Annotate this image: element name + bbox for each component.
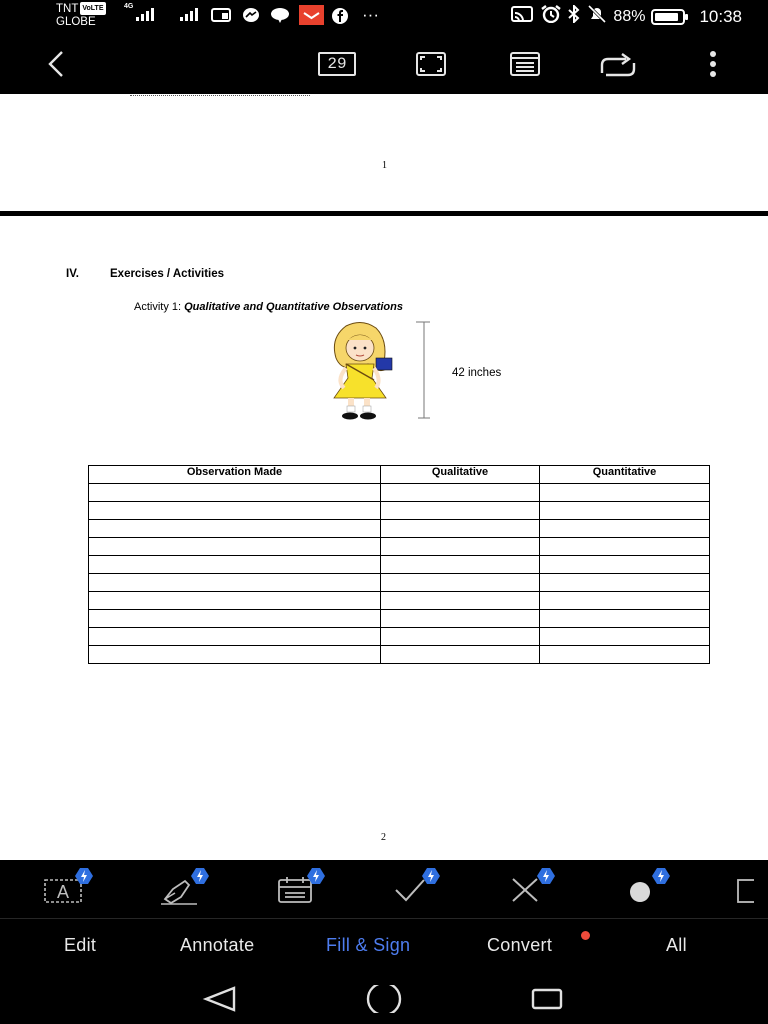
system-nav-bar: [0, 975, 768, 1024]
fullscreen-button[interactable]: [411, 44, 451, 84]
mail-notification-icon: [299, 5, 324, 30]
cast-screen-icon: [211, 7, 233, 28]
cross-tool[interactable]: [505, 872, 545, 908]
premium-badge-icon: [422, 868, 440, 884]
section-title: Exercises / Activities: [110, 268, 225, 280]
table-cell: [89, 484, 381, 502]
fullscreen-icon: [415, 51, 447, 77]
table-row: [89, 574, 710, 592]
battery-icon: [651, 9, 685, 25]
table-cell: [89, 628, 381, 646]
column-qualitative: Qualitative: [381, 466, 540, 484]
alarm-icon: [541, 5, 561, 28]
tool-strip: [0, 860, 768, 918]
share-button[interactable]: [598, 44, 638, 84]
status-bar: [0, 0, 768, 34]
share-icon: [598, 51, 638, 77]
tab-all[interactable]: All: [666, 935, 687, 955]
nav-home-button[interactable]: [364, 985, 404, 1013]
table-cell: [381, 484, 540, 502]
table-cell: [89, 538, 381, 556]
height-measurement: 42 inches: [452, 367, 502, 379]
table-cell: [381, 502, 540, 520]
tab-convert[interactable]: Convert: [487, 935, 553, 955]
table-cell: [540, 520, 710, 538]
table-cell: [89, 520, 381, 538]
carrier-name-1: TNT: [56, 3, 79, 15]
table-cell: [89, 610, 381, 628]
table-row: [89, 646, 710, 664]
signal-2-icon: [176, 6, 206, 22]
section-heading: [66, 268, 224, 280]
table-row: [89, 484, 710, 502]
page-count-button[interactable]: [317, 44, 357, 84]
activity-name: Qualitative and Quantitative Observations: [184, 301, 403, 313]
table-cell: [540, 538, 710, 556]
dot-tool[interactable]: [620, 872, 660, 908]
more-options-button[interactable]: [693, 44, 733, 84]
tab-fill-sign[interactable]: Fill & Sign: [326, 935, 411, 955]
back-button[interactable]: [36, 44, 76, 84]
table-cell: [89, 502, 381, 520]
cast-icon: [511, 5, 535, 28]
section-number: IV.: [66, 268, 80, 280]
edit-text-tool[interactable]: [43, 872, 83, 908]
more-vert-icon: [708, 50, 718, 78]
muted-bell-icon: [587, 5, 607, 28]
table-row: [89, 628, 710, 646]
more-notifications: ···: [362, 5, 379, 24]
page-1: [0, 94, 768, 211]
signal-icon: [124, 6, 160, 22]
activity-prefix: Activity 1:: [134, 301, 185, 313]
table-row: [89, 556, 710, 574]
date-tool[interactable]: [275, 872, 315, 908]
column-observation: Observation Made: [89, 466, 381, 484]
premium-badge-icon: [537, 868, 555, 884]
tab-edit[interactable]: Edit: [64, 935, 97, 955]
nav-home-icon: [365, 985, 403, 1013]
table-cell: [381, 556, 540, 574]
nav-back-icon: [202, 986, 236, 1012]
carrier-info: [56, 2, 106, 29]
table-cell: [89, 556, 381, 574]
table-cell: [89, 574, 381, 592]
page-1-number: 1: [382, 160, 387, 171]
messenger-icon: [242, 7, 260, 28]
reading-mode-button[interactable]: [505, 44, 545, 84]
table-cell: [89, 592, 381, 610]
volte-badge: VoLTE: [80, 2, 105, 15]
pdf-document-view[interactable]: [0, 94, 768, 860]
nav-back-button[interactable]: [199, 985, 239, 1013]
top-toolbar: [0, 34, 768, 94]
facebook-icon: [331, 7, 349, 30]
table-row: [89, 592, 710, 610]
table-cell: [540, 646, 710, 664]
table-row: [89, 502, 710, 520]
previous-text-fragment: [130, 94, 310, 96]
premium-badge-icon: [75, 868, 93, 884]
table-cell: [381, 628, 540, 646]
premium-badge-icon: [307, 868, 325, 884]
network-type: 4G: [124, 3, 134, 10]
square-icon: [734, 876, 754, 904]
table-cell: [381, 520, 540, 538]
table-cell: [540, 592, 710, 610]
table-cell: [381, 610, 540, 628]
page-number-badge: 29: [318, 52, 356, 76]
status-right: [511, 5, 742, 28]
premium-badge-icon: [652, 868, 670, 884]
convert-notification-dot: [581, 931, 590, 940]
table-row: [89, 610, 710, 628]
table-cell: [540, 556, 710, 574]
table-body: [89, 484, 710, 664]
table-header-row: [89, 466, 710, 484]
nav-recents-icon: [530, 987, 564, 1011]
table-row: [89, 520, 710, 538]
svg-text:A: A: [56, 882, 70, 902]
activity-title: [134, 301, 403, 313]
mode-tabs: [0, 919, 768, 975]
page-2-number: 2: [381, 832, 386, 843]
table-cell: [381, 592, 540, 610]
table-cell: [381, 646, 540, 664]
battery-fill: [655, 13, 678, 21]
back-arrow-icon: [44, 50, 68, 78]
table-cell: [540, 628, 710, 646]
table-cell: [540, 610, 710, 628]
clock: 10:38: [699, 6, 742, 26]
battery-percent: 88%: [613, 7, 646, 25]
tab-annotate[interactable]: Annotate: [180, 935, 255, 955]
page-separator: [0, 211, 768, 216]
column-quantitative: Quantitative: [540, 466, 710, 484]
chat-bubble-icon: [270, 7, 290, 28]
table-cell: [381, 574, 540, 592]
table-cell: [540, 574, 710, 592]
nav-recents-button[interactable]: [527, 985, 567, 1013]
checkmark-tool[interactable]: [390, 872, 430, 908]
bluetooth-icon: [567, 5, 581, 28]
observation-table: [88, 465, 710, 664]
girl-illustration: [322, 318, 442, 428]
table-cell: [540, 502, 710, 520]
table-row: [89, 538, 710, 556]
sign-pen-tool[interactable]: [159, 872, 199, 908]
premium-badge-icon: [191, 868, 209, 884]
carrier-name-2: GLOBE: [56, 16, 96, 28]
table-cell: [540, 484, 710, 502]
table-cell: [381, 538, 540, 556]
table-cell: [89, 646, 381, 664]
reading-mode-icon: [509, 51, 541, 77]
more-tools-partial[interactable]: [734, 872, 768, 908]
